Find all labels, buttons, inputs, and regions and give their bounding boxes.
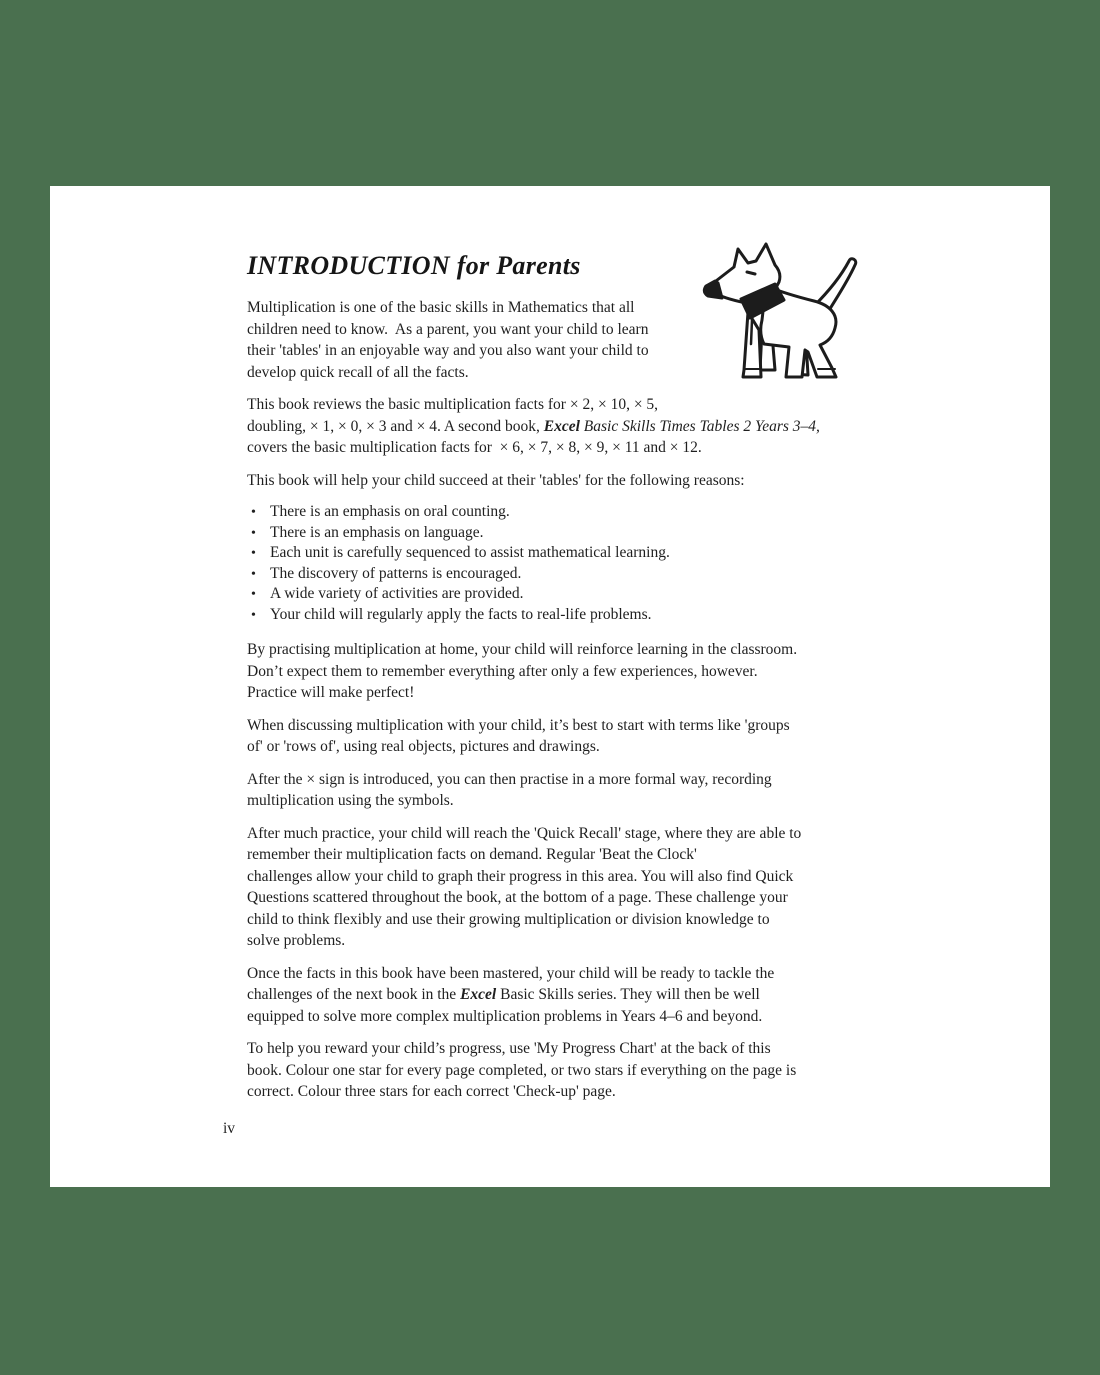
text-line — [247, 416, 872, 438]
text-line: This book reviews the basic multiplication facts for × 2, × 10, × 5, — [247, 396, 659, 413]
list-item-text: There is an emphasis on oral counting. — [270, 503, 510, 520]
text-line: equipped to solve more complex multiplication problems in Years 4–6 and beyond. — [247, 1007, 763, 1025]
text-segment: doubling, × 1, × 0, × 3 and × 4. A second book, — [247, 417, 544, 435]
paragraph-sign-introduced — [247, 769, 872, 812]
text-line: challenges allow your child to graph their progress in this area. You will also find Quick — [247, 867, 794, 885]
page-content — [247, 250, 872, 1114]
list-item-text: There is an emphasis on language. — [270, 523, 484, 541]
text-line: After much practice, your child will reach the 'Quick Recall' stage, where they are able to — [247, 824, 802, 842]
text-segment: challenges of the next book in the — [247, 986, 461, 1003]
text-line: remember their multiplication facts on demand. Regular 'Beat the Clock' — [247, 846, 697, 863]
text-line: child to think flexibly and use their growing multiplication or division knowledge to — [247, 910, 770, 928]
text-line: book. Colour one star for every page completed, or two stars if everything on the page is — [247, 1061, 797, 1079]
text-line: Don’t expect them to remember everything after only a few experiences, however. — [247, 662, 758, 680]
list-item — [247, 523, 872, 544]
paragraph-progress-chart — [247, 1038, 872, 1103]
text-line: Practice will make perfect! — [247, 684, 415, 701]
paragraph-discussing — [247, 715, 872, 758]
list-item — [247, 605, 872, 626]
paragraph-facts-mastered — [247, 963, 872, 1028]
list-item-text: A wide variety of activities are provided. — [270, 585, 524, 602]
paragraph-book-reviews — [247, 394, 872, 459]
text-line: their 'tables' in an enjoyable way and you also want your child to — [247, 342, 649, 359]
bullet-icon: • — [251, 607, 256, 623]
feature-list — [247, 502, 872, 625]
book-page — [50, 186, 1050, 1187]
bullet-icon: • — [251, 505, 256, 520]
paragraph-practising — [247, 639, 872, 704]
list-item-text: The discovery of patterns is encouraged. — [270, 564, 522, 582]
text-line: Once the facts in this book have been mastered, your child will be ready to tackle the — [247, 964, 775, 982]
book-title-text: Basic Skills Times Tables 2 Years 3–4, — [579, 417, 820, 435]
paragraph-intro — [247, 297, 702, 383]
bullet-icon: • — [251, 525, 256, 541]
bullet-icon: • — [251, 546, 256, 561]
text-line: develop quick recall of all the facts. — [247, 363, 469, 381]
list-item-text: Each unit is carefully sequenced to assist mathematical learning. — [270, 544, 670, 561]
text-line: correct. Colour three stars for each correct 'Check-up' page. — [247, 1083, 616, 1100]
page-title: INTRODUCTION for Parents — [247, 251, 581, 280]
text-line: Questions scattered throughout the book, at the bottom of a page. These challenge your — [247, 889, 788, 906]
text-segment: Basic Skills series. They will then be well — [496, 986, 760, 1003]
list-item — [247, 584, 872, 605]
text-line: of' or 'rows of', using real objects, pictures and drawings. — [247, 738, 600, 755]
text-line: This book will help your child succeed at their 'tables' for the following reasons: — [247, 471, 745, 489]
text-line: solve problems. — [247, 932, 346, 949]
text-line: children need to know. As a parent, you want your child to learn — [247, 320, 649, 338]
excel-brand-text: Excel — [543, 417, 580, 435]
text-line: When discussing multiplication with your child, it’s best to start with terms like 'groups — [247, 716, 790, 734]
excel-brand-text: Excel — [460, 986, 497, 1003]
text-line — [247, 984, 872, 1006]
bullet-icon: • — [251, 587, 256, 602]
list-item — [247, 543, 872, 564]
text-line: Multiplication is one of the basic skills in Mathematics that all — [247, 299, 635, 316]
text-line: After the × sign is introduced, you can then practise in a more formal way, recording — [247, 770, 772, 788]
text-line: multiplication using the symbols. — [247, 792, 454, 809]
list-item-text: Your child will regularly apply the facts to real-life problems. — [270, 605, 652, 623]
page-number: iv — [223, 1120, 236, 1137]
list-item — [247, 502, 872, 523]
paragraph-reasons-lead — [247, 470, 872, 492]
text-line: By practising multiplication at home, your child will reinforce learning in the classroom. — [247, 641, 798, 658]
paragraph-quick-recall — [247, 823, 872, 952]
text-line: To help you reward your child’s progress, use 'My Progress Chart' at the back of this — [247, 1040, 771, 1057]
text-line: covers the basic multiplication facts for × 6, × 7, × 8, × 9, × 11 and × 12. — [247, 439, 702, 456]
list-item — [247, 564, 872, 585]
bullet-icon: • — [251, 566, 256, 582]
